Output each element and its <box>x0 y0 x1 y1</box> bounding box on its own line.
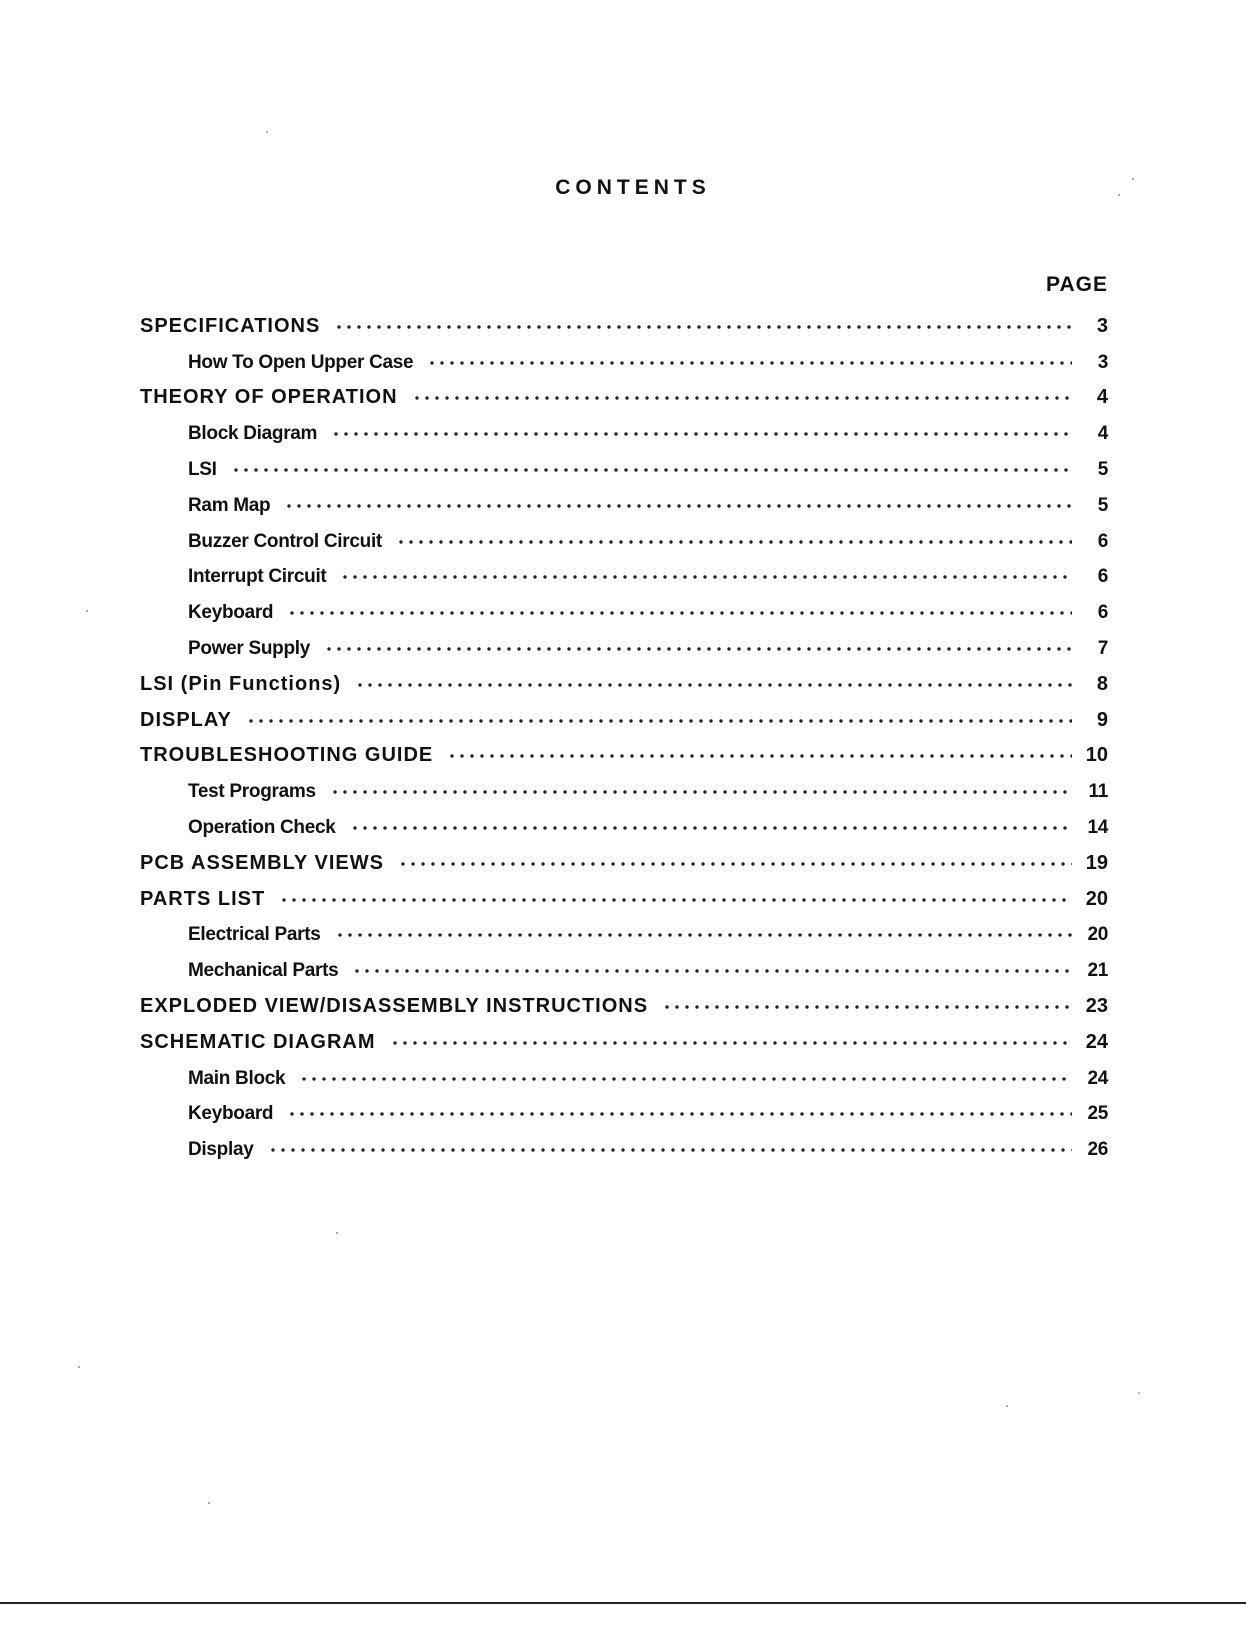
dot-leader <box>390 1026 1072 1050</box>
toc-entry-label: How To Open Upper Case <box>188 351 414 373</box>
toc-entry-label: Interrupt Circuit <box>188 566 327 588</box>
toc-entry-page-number: 14 <box>1087 816 1108 838</box>
dot-leader <box>287 1097 1072 1121</box>
toc-entry-page-number: 11 <box>1088 781 1108 803</box>
toc-entry <box>140 1125 1108 1161</box>
dot-leader <box>279 883 1072 907</box>
toc-entry-page-number: 6 <box>1097 530 1108 552</box>
dot-leader <box>352 954 1072 978</box>
toc-entry-page-number: 5 <box>1097 494 1108 516</box>
toc-entry-page-number: 10 <box>1085 744 1108 767</box>
bottom-rule <box>0 1602 1246 1604</box>
toc-entry-label: Block Diagram <box>188 423 318 445</box>
dot-leader <box>287 596 1072 620</box>
toc-entry-page-number: 4 <box>1097 423 1108 445</box>
toc-entry-label: TROUBLESHOOTING GUIDE <box>140 744 434 767</box>
toc-entry <box>140 946 1108 982</box>
dot-leader <box>340 560 1072 584</box>
toc-entry-label: THEORY OF OPERATION <box>140 386 398 409</box>
dot-leader <box>299 1062 1072 1086</box>
dot-leader <box>324 632 1072 656</box>
toc-entry-page-number: 20 <box>1085 887 1108 910</box>
toc-entry-page-number: 26 <box>1087 1139 1108 1161</box>
toc-entry <box>140 1054 1108 1090</box>
toc-entry-page-number: 19 <box>1085 851 1108 874</box>
toc-entry-label: Power Supply <box>188 637 311 659</box>
toc-entry-page-number: 24 <box>1085 1030 1108 1053</box>
toc-entry-label: Mechanical Parts <box>188 960 339 982</box>
toc-entry <box>140 481 1108 517</box>
dot-leader <box>427 346 1072 370</box>
dot-leader <box>284 489 1072 513</box>
toc-entry <box>140 517 1108 553</box>
dot-leader <box>355 668 1072 692</box>
toc-entry-label: EXPLODED VIEW/DISASSEMBLY INSTRUCTIONS <box>140 994 649 1017</box>
toc-entry-page-number: 3 <box>1097 351 1108 373</box>
toc-entry-label: Ram Map <box>188 494 271 516</box>
dot-leader <box>231 453 1072 477</box>
toc-entry <box>140 875 1108 911</box>
toc-entry-page-number: 3 <box>1096 314 1108 337</box>
toc-entry <box>140 302 1108 338</box>
toc-entry-label: LSI (Pin Functions) <box>140 672 342 695</box>
toc-entry <box>140 624 1108 660</box>
dot-leader <box>412 381 1072 405</box>
toc-entry-label: LSI <box>188 458 217 480</box>
toc-entry-label: Buzzer Control Circuit <box>188 530 382 552</box>
toc-entry-page-number: 23 <box>1085 994 1108 1017</box>
dot-leader <box>447 739 1072 763</box>
dot-leader <box>335 918 1072 942</box>
toc-entry-page-number: 7 <box>1097 637 1108 659</box>
toc-entry <box>140 767 1108 803</box>
toc-entry <box>140 445 1108 481</box>
dot-leader <box>330 775 1072 799</box>
toc-entry-page-number: 21 <box>1087 960 1108 982</box>
toc-entry <box>140 839 1108 875</box>
table-of-contents <box>140 302 1108 1161</box>
dot-leader <box>246 704 1072 728</box>
toc-entry-page-number: 5 <box>1097 458 1108 480</box>
toc-entry-label: Keyboard <box>188 602 274 624</box>
toc-entry <box>140 338 1108 374</box>
toc-entry-label: DISPLAY <box>140 708 232 731</box>
toc-entry-page-number: 6 <box>1097 602 1108 624</box>
toc-entry-page-number: 4 <box>1096 386 1108 409</box>
toc-entry-label: PARTS LIST <box>140 887 266 910</box>
toc-entry-label: Test Programs <box>188 781 316 803</box>
toc-entry <box>140 732 1108 768</box>
toc-entry-label: Electrical Parts <box>188 924 321 946</box>
toc-entry <box>140 588 1108 624</box>
toc-entry-label: Display <box>188 1139 254 1161</box>
toc-entry <box>140 803 1108 839</box>
dot-leader <box>396 525 1072 549</box>
dot-leader <box>398 847 1072 871</box>
toc-entry-label: SCHEMATIC DIAGRAM <box>140 1030 376 1053</box>
toc-entry-page-number: 6 <box>1097 566 1108 588</box>
toc-entry <box>140 553 1108 589</box>
toc-entry <box>140 1090 1108 1126</box>
toc-entry-label: SPECIFICATIONS <box>140 314 321 337</box>
dot-leader <box>350 811 1072 835</box>
toc-entry-label: Keyboard <box>188 1103 274 1125</box>
dot-leader <box>268 1133 1073 1157</box>
toc-entry <box>140 660 1108 696</box>
dot-leader <box>334 310 1072 334</box>
toc-entry <box>140 911 1108 947</box>
toc-entry <box>140 1018 1108 1054</box>
page-column-header: PAGE <box>1046 273 1108 296</box>
page-title: CONTENTS <box>555 176 711 199</box>
toc-entry <box>140 409 1108 445</box>
toc-entry-label: Main Block <box>188 1067 286 1089</box>
toc-entry-page-number: 8 <box>1096 672 1108 695</box>
toc-entry-label: Operation Check <box>188 816 336 838</box>
toc-entry-page-number: 20 <box>1087 924 1108 946</box>
toc-entry <box>140 696 1108 732</box>
toc-entry-page-number: 24 <box>1087 1067 1108 1089</box>
toc-entry-label: PCB ASSEMBLY VIEWS <box>140 851 384 874</box>
dot-leader <box>331 417 1072 441</box>
toc-entry <box>140 374 1108 410</box>
toc-entry-page-number: 25 <box>1087 1103 1108 1125</box>
dot-leader <box>662 990 1072 1014</box>
toc-entry-page-number: 9 <box>1096 708 1108 731</box>
toc-entry <box>140 982 1108 1018</box>
